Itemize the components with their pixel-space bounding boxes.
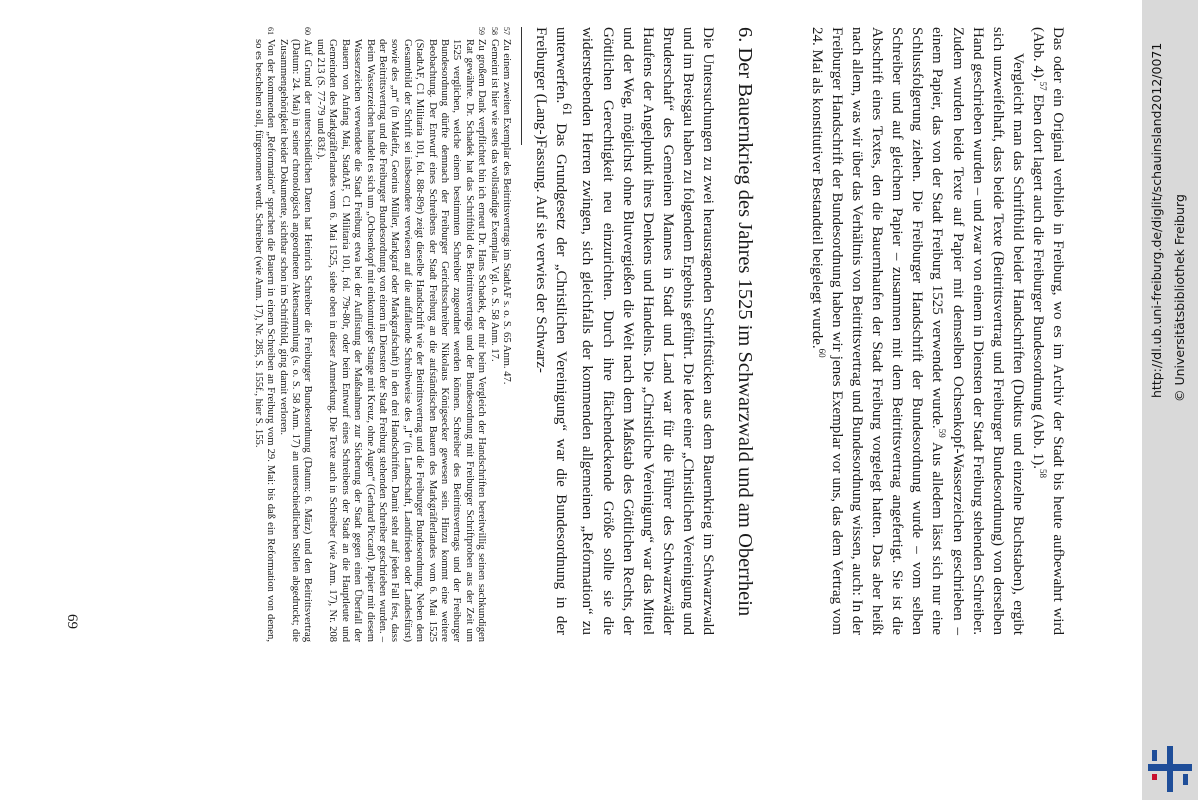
body-text-run: Das oder ein Original verblieb in Freiburg, wo es im Archiv der Stadt bis heute aufbewahrt wird (Abb. 4). — [1029, 27, 1066, 635]
logo-stem — [1167, 746, 1173, 792]
footnotes — [251, 27, 512, 642]
footnote — [500, 27, 512, 642]
logo-block — [1183, 774, 1188, 785]
ub-freiburg-logo-icon — [1144, 742, 1196, 796]
body-paragraph — [807, 27, 1028, 635]
body-text-run: Das Grundgesetz der „Christlichen Vereinigung“ war die Bundesordnung in der Freiburger (Lang-)Fassung. Auf sie verwies der Schwarz- — [533, 27, 570, 635]
body-paragraph — [531, 27, 718, 635]
footnote-ref: 57 — [1037, 81, 1048, 91]
logo-accent — [1152, 774, 1157, 780]
footnote-text: Zu großem Dank verpflichtet bin ich erneut Dr. Hans Schadek, der mir beim Vergleich der Handschriften bereitwillig seinen sachkundigen Rat gewährte. Dr. Schadek hat das Schriftbild des Beitrittsvertrags und der Bundesordnung mit Freiburger Schriftproben aus der Zeit um 1525 verglichen, welche einem bestimmten Schreiber zugeordnet werden können. Schreiber des Beitrittsvertrags und der Freiburger Bundesordnung dürfte demnach der Freiburger Gerichtsschreiber Nikolaus Königsecker gewesen sein. Hinzu kommt eine weitere Beobachtung. Der Entwurf eines Schreibens der Stadt Freiburg an die aufständischen Bauern des Markgräflerlandes vom 6. Mai 1525 (StadtAF, C1 Militaria 101, fol. 88r-89r) zeigt dieselbe Handschrift wie der Beitrittsvertrag und die Freiburger Bundesordnung. Neben dem Gesamtbild der Schrift sei insbesondere verwiesen auf die auffallende Schreibweise des „I“ (in Landschaft, Landfrieden oder Landesfürst) sowie des „m“ (in Malefiz, Georius Müller, Markgraf oder Markgrafschaft) in den drei Handschriften. Damit steht auf jeden Fall fest, dass der Beitrittsvertrag und die Freiburger Bundesordnung von einem in Diensten der Stadt Freiburg stehenden Schreiber geschrieben wurden. – Beim Wasserzeichen handelt es sich um „Ochsenkopf mit einkonturiger Stange mit Kreuz, ohne Augen“ (Gerhard Piccard). Papier mit diesem Wasserzeichen verwendete die Stadt Freiburg etwa bei der Auflistung der Maßnahmen zur Sicherung der Stadt gegen einen Überfall der Bauern von Anfang Mai, StadtAF, C1 Militaria 101, fol. 79r-80r, oder beim Entwurf eines Schreibens der Stadt an die Hauptleute und Gemeinden des Markgräflerlandes vom 6. Mai 1525, siehe oben in dieser Anmerkung. Die Texte auch in Schreiber (wie Anm. 17), Nr. 208 und 213 (S. 77-79 und 83f.). — [314, 39, 488, 642]
section-text — [531, 27, 718, 635]
footnote-ref: 60 — [816, 348, 827, 358]
footnote-number: 58 — [489, 27, 499, 35]
copyright-notice: © Universitätsbibliothek Freiburg — [1172, 194, 1187, 402]
footnote-number: 57 — [502, 27, 511, 35]
footnote-rule — [521, 27, 522, 145]
logo-block — [1152, 750, 1157, 761]
footnote-text: Auf Grund der unterschiedlichen Daten hat Heinrich Schreiber die Freiburger Bundesordnung (Datum: 6. März) und den Beitrittsvertrag (Datum: 24. Mai) in seiner chronologisch angeordneten Aktensammlung (s. o. S. 58 Anm. 17) an unterschiedlichen Stellen abgedruckt; die Zusammengehörigkeit beider Dokumente, sichtbar schon im Schriftbild, ging damit verloren. — [277, 39, 314, 642]
footnote-ref: 61 — [560, 103, 575, 116]
section-heading: 6. Der Bauernkrieg des Jahres 1525 im Schwarzwald und am Oberrhein — [734, 27, 756, 617]
footnote-text: Gemeint ist hier wie stets das vollständige Exemplar. Vgl. o. S. 58 Anm. 17. — [488, 39, 500, 362]
footnote-ref: 58 — [1037, 468, 1048, 478]
source-url-link[interactable]: http://dl.ub.uni-freiburg.de/diglit/schauinsland2012/0071 — [1149, 42, 1164, 398]
body-text-run: Aus alledem lässt sich nur eine Schlussfolgerung ziehen. Die Freiburger Handschrift der Bundesordnung wurde – vom selben Schreiber und auf gleichem Papier – zusammen mit dem Beitrittsvertrag angefertigt. Sie ist die Abschrift eines Textes, den die Bauernhaufen der Stadt Freiburg vorgelegt hatten. Das aber heißt nach allem, was wir über das Verhältnis von Beitrittsvertrag und Bundesordnung wissen, auch: In der Freiburger Handschrift der Bundesordnung haben wir jenes Exemplar vor uns, das dem Vertrag vom 24. Mai als konstitutiver Bestandteil beigelegt wurde. — [808, 27, 946, 635]
body-paragraph — [1028, 27, 1068, 635]
footnote — [487, 27, 500, 642]
footnote-text: Von der kommenden „Reformation“ sprachen die Bauern in einem Schreiben an Freiburg vom 29. Mai: bis daß ein Reformation von denen, so es beschehen soll, fürgenomen werdt. Schreiber (wie Anm. 17), Nr. 285, S. 155f., hier S. 155. — [252, 39, 277, 642]
footnote-number: 60 — [303, 27, 313, 35]
footnote — [251, 27, 277, 642]
footnote — [276, 27, 314, 642]
footnote — [314, 27, 488, 642]
footnote-ref: 59 — [937, 428, 948, 438]
footnote-number: 59 — [477, 27, 487, 35]
footnote-number: 61 — [266, 27, 276, 35]
body-text-run: Vergleicht man das Schriftbild beider Handschriften (Duktus und einzelne Buchstaben), ergibt sich unzweifelhaft, dass beide Texte (Beitrittsvertrag und Freiburger Bundesordnung) von derselben Hand geschrieben wurden – und zwar von einem in Diensten der Stadt Freiburg stehenden Schreiber. Zudem wurden beide Texte auf Papier mit demselben Ochsenkopf-Wasserzeichen geschrieben – einem Papier, das von der Stadt Freiburg 1525 verwendet wurde. — [929, 27, 1026, 635]
page-number: 69 — [64, 614, 80, 629]
body-text-run: Die Untersuchungen zu zwei herausragenden Schriftstücken aus dem Bauernkrieg im Schwarzwald und im Breisgau haben zu folgendem Ergebnis geführt. Die Idee einer „Christlichen Vereinigung und Bruderschaft“ des Gemeinen Mannes in Stadt und Land war für die Führer des Schwarzwälder Haufens der Angelpunkt ihres Denkens und Handelns. Die „Christliche Vereinigung“ war das Mittel und der Weg, möglichst ohne Blutvergießen die Welt nach dem Maßstab des Göttlichen Rechts, der Göttlichen Gerechtigkeit neu einzurichten. Durch ihre flächendeckende Größe sollte sie die widerstrebenden Herren zwingen, sich gleichfalls der kommenden allgemeinen „Reformation“ zu unterwerfen. — [553, 27, 716, 635]
footnote-text: Zu einem zweiten Exemplar des Beitrittsvertrags im StadtAF s. o. S. 65 Anm. 47. — [501, 39, 512, 385]
body-text — [807, 27, 1068, 635]
body-text-run: Eben dort lagert auch die Freiburger Bundesordnung (Abb. 1). — [1029, 94, 1046, 469]
